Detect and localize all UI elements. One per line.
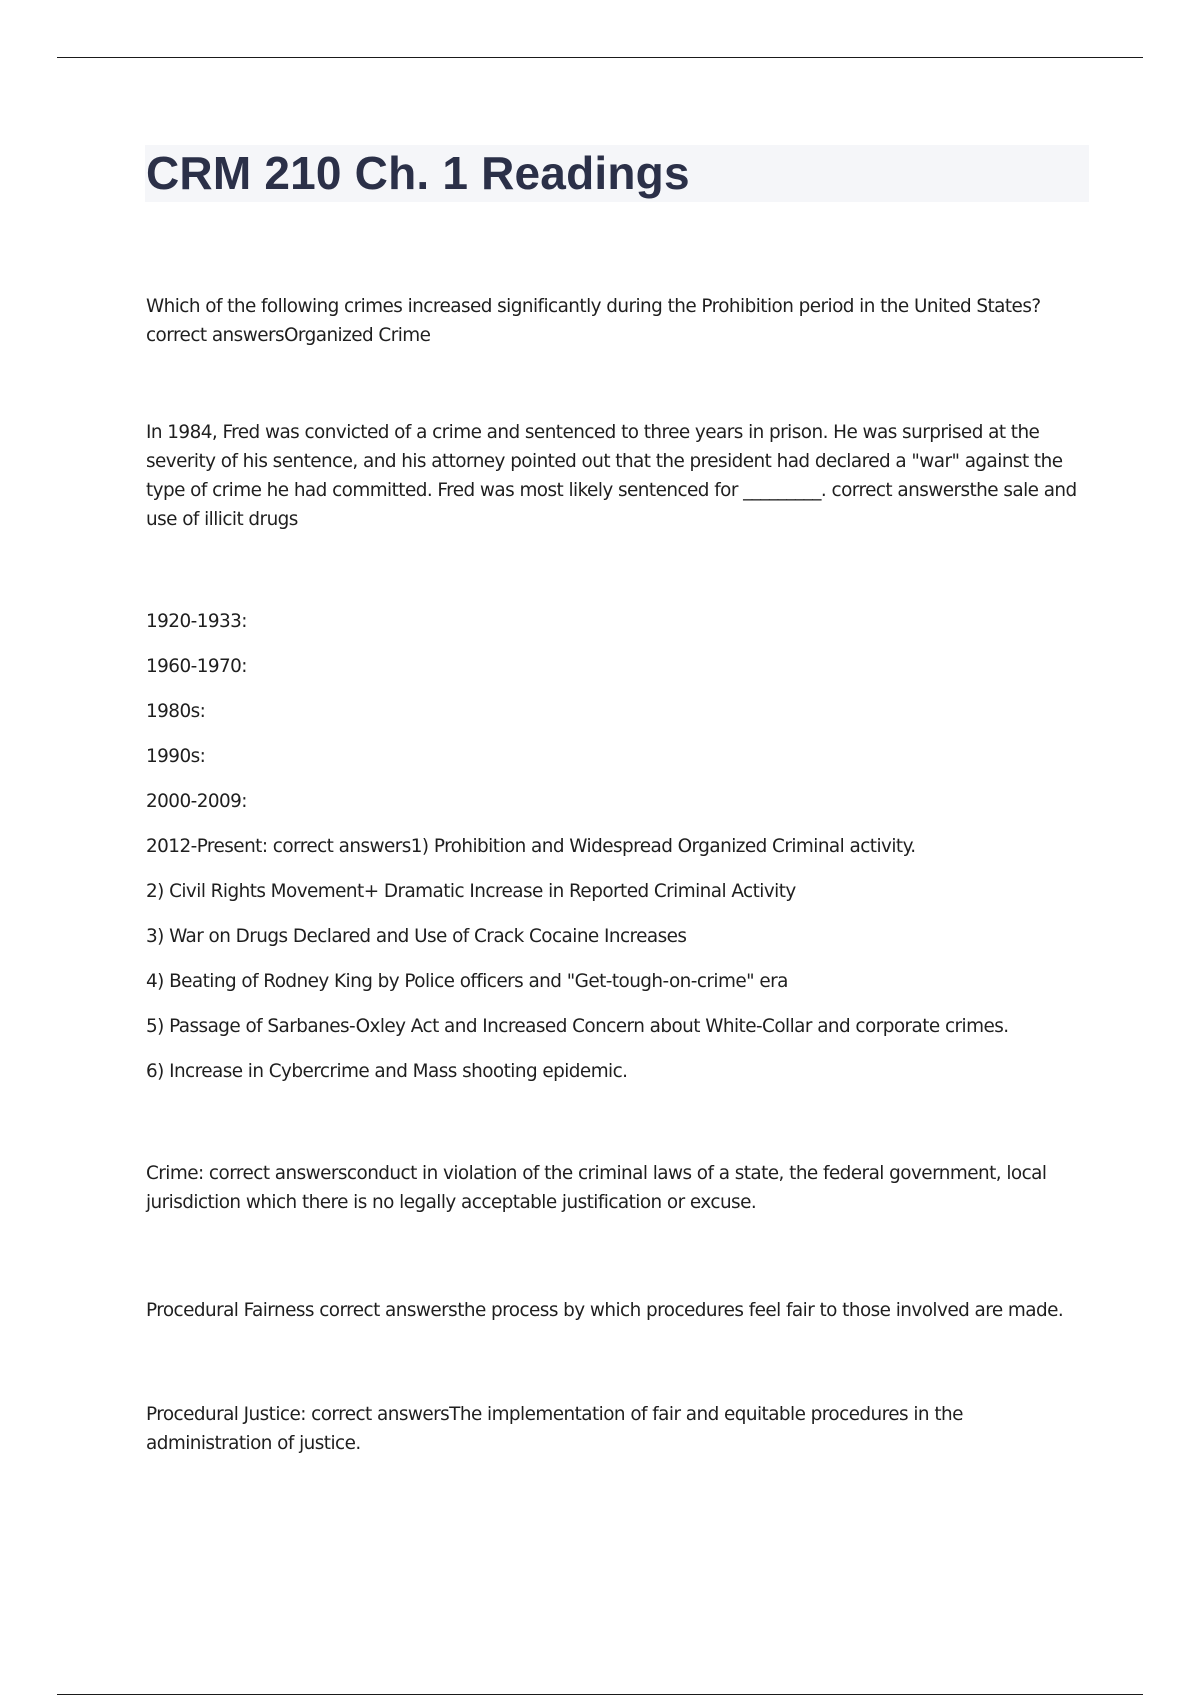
- document-body: [146, 292, 1086, 1458]
- document-title: CRM 210 Ch. 1 Readings: [146, 147, 690, 199]
- timeline-line: 1960-1970:: [146, 656, 247, 677]
- top-rule: [57, 57, 1143, 58]
- timeline-block: [146, 607, 1086, 1086]
- timeline-line: 2) Civil Rights Movement+ Dramatic Increase in Reported Criminal Activity: [146, 881, 796, 902]
- question-prohibition: Which of the following crimes increased significantly during the Prohibition period in the United States? correct answersOrganized Crime: [146, 296, 1041, 346]
- timeline-line: 1920-1933:: [146, 611, 247, 632]
- bottom-rule: [57, 1694, 1143, 1695]
- timeline-line: 6) Increase in Cybercrime and Mass shooting epidemic.: [146, 1061, 628, 1082]
- timeline-line: 1980s:: [146, 701, 206, 722]
- timeline-line: 3) War on Drugs Declared and Use of Crack Cocaine Increases: [146, 926, 687, 947]
- timeline-line: 1990s:: [146, 746, 206, 767]
- definition-crime: Crime: correct answersconduct in violation of the criminal laws of a state, the federal government, local jurisdiction which there is no legally acceptable justification or excuse.: [146, 1163, 1047, 1213]
- definition-procedural-justice: Procedural Justice: correct answersThe implementation of fair and equitable procedures in the administration of justice.: [146, 1404, 963, 1454]
- definition-procedural-fairness: Procedural Fairness correct answersthe process by which procedures feel fair to those involved are made.: [146, 1300, 1064, 1321]
- timeline-line: 4) Beating of Rodney King by Police officers and "Get-tough-on-crime" era: [146, 971, 788, 992]
- timeline-line: 2000-2009:: [146, 791, 247, 812]
- question-fred: In 1984, Fred was convicted of a crime and sentenced to three years in prison. He was surprised at the severity of his sentence, and his attorney pointed out that the president had declared a "war" against the type of crime he had committed. Fred was most likely sentenced for _________. correct answersthe sale and use of illicit drugs: [146, 422, 1077, 530]
- timeline-line: 5) Passage of Sarbanes-Oxley Act and Increased Concern about White-Collar and corporate crimes.: [146, 1016, 1009, 1037]
- timeline-line: 2012-Present: correct answers1) Prohibition and Widespread Organized Criminal activity.: [146, 836, 916, 857]
